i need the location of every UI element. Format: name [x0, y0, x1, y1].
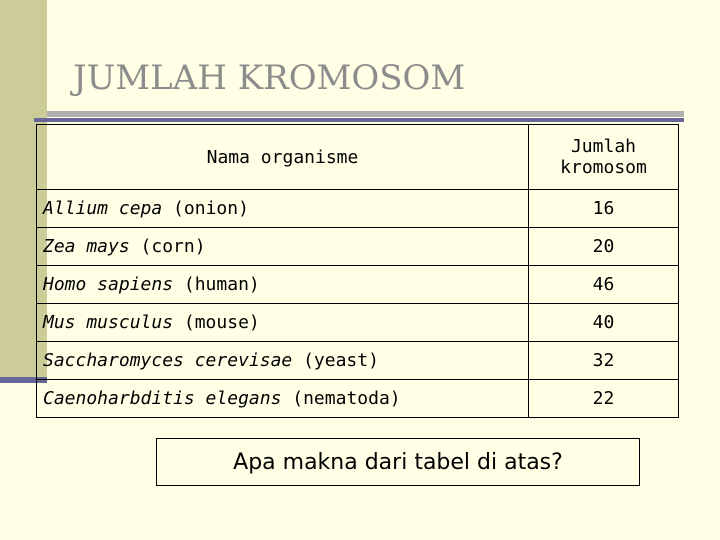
count-cell: 20	[528, 228, 678, 266]
organism-cell	[37, 342, 529, 380]
header-count	[528, 125, 678, 190]
table-header-row	[37, 125, 679, 190]
organism-cell	[37, 190, 529, 228]
chromosome-table	[36, 124, 679, 418]
table-row	[37, 304, 679, 342]
common-name: (human)	[173, 274, 260, 295]
common-name: (nematoda)	[281, 388, 401, 409]
organism-cell	[37, 380, 529, 418]
scientific-name: Caenoharbditis elegans	[43, 388, 282, 409]
header-count-line2: kromosom	[560, 157, 647, 178]
table-row	[37, 266, 679, 304]
table-row	[37, 190, 679, 228]
common-name: (onion)	[162, 198, 249, 219]
common-name: (mouse)	[173, 312, 260, 333]
table-row	[37, 228, 679, 266]
scientific-name: Saccharomyces cerevisae	[43, 350, 293, 371]
title-rule-purple	[34, 118, 684, 122]
scientific-name: Allium cepa	[43, 198, 163, 219]
scientific-name: Homo sapiens	[43, 274, 174, 295]
common-name: (corn)	[129, 236, 206, 257]
table-row	[37, 380, 679, 418]
organism-cell	[37, 266, 529, 304]
count-cell: 46	[528, 266, 678, 304]
header-count-line1: Jumlah	[570, 136, 636, 157]
organism-cell	[37, 304, 529, 342]
count-cell: 16	[528, 190, 678, 228]
table-row	[37, 342, 679, 380]
title-rule-gray	[47, 111, 684, 117]
question-text: Apa makna dari tabel di atas?	[233, 449, 563, 475]
count-cell: 22	[528, 380, 678, 418]
common-name: (yeast)	[292, 350, 379, 371]
organism-cell	[37, 228, 529, 266]
scientific-name: Mus musculus	[43, 312, 174, 333]
count-cell: 32	[528, 342, 678, 380]
count-cell: 40	[528, 304, 678, 342]
question-box	[156, 438, 640, 486]
slide-title: JUMLAH KROMOSOM	[73, 58, 466, 98]
scientific-name: Zea mays	[43, 236, 130, 257]
header-organism: Nama organisme	[37, 125, 529, 190]
